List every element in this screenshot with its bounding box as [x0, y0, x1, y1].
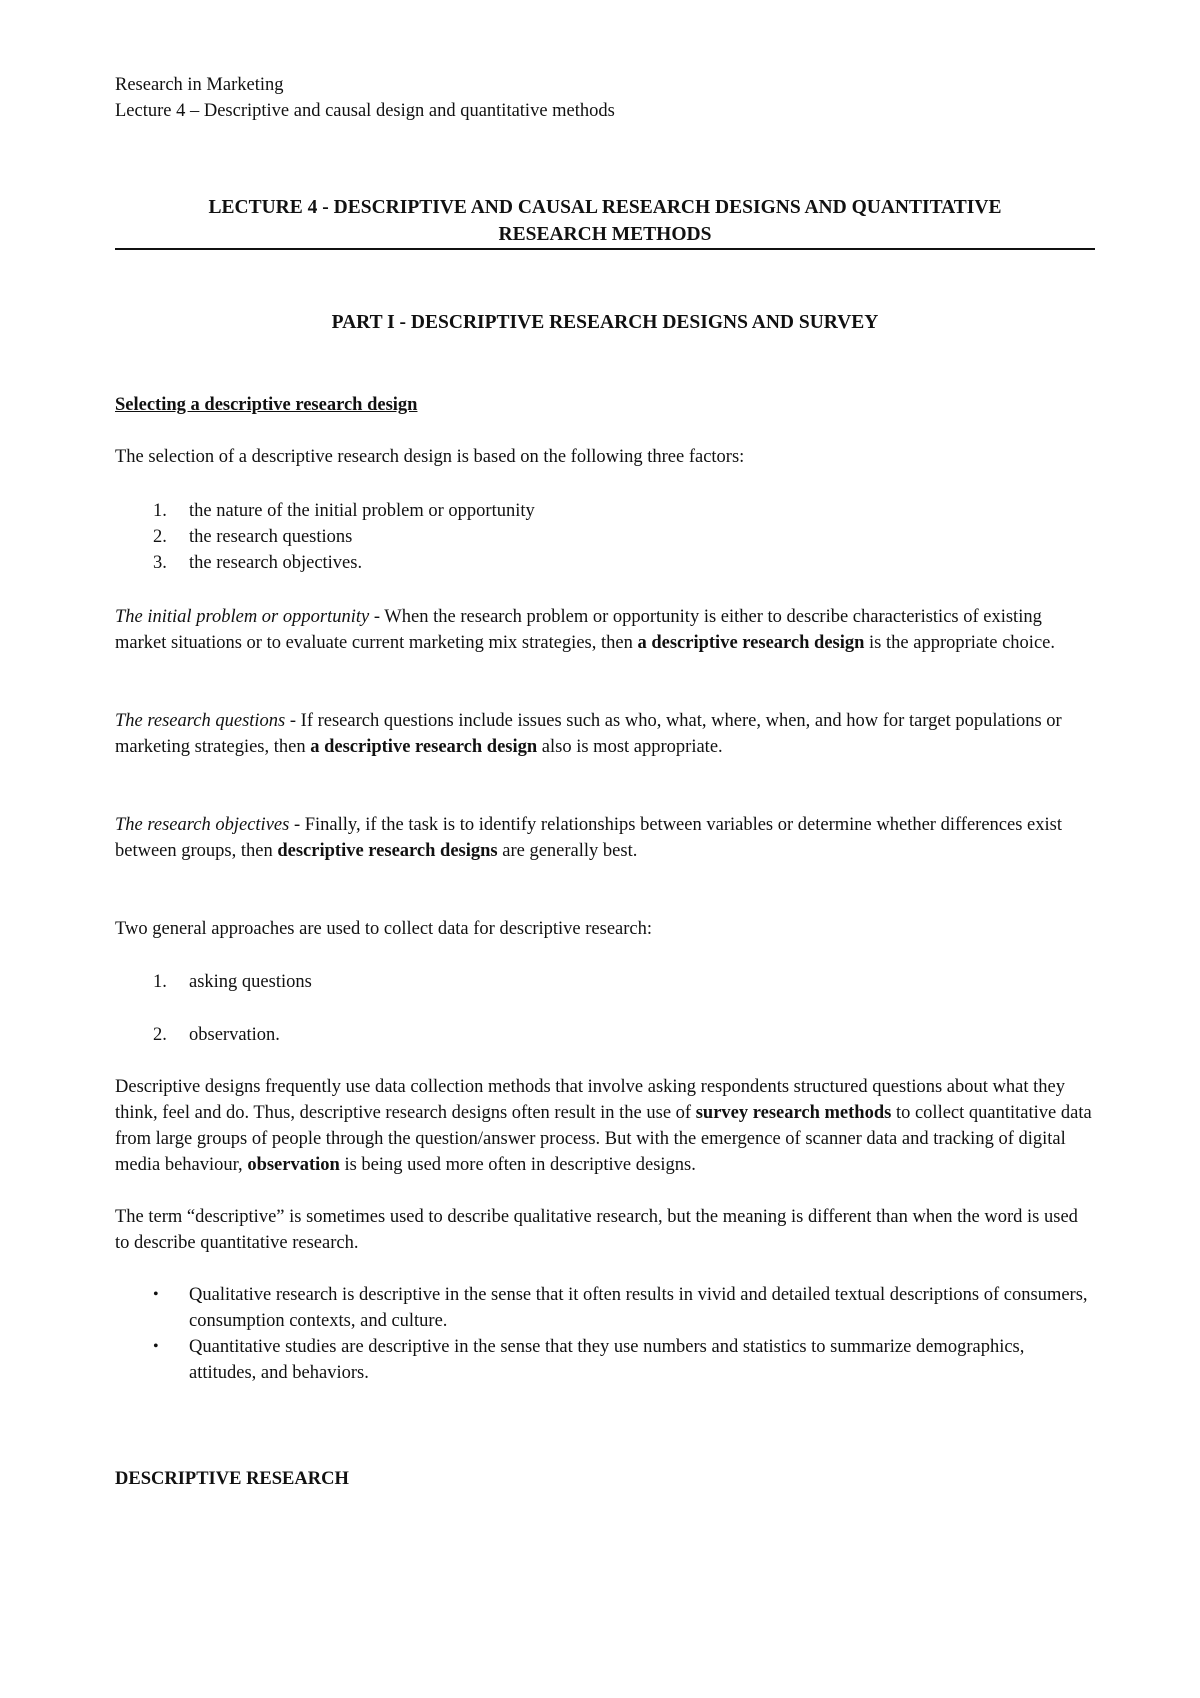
lecture-title-line-2: RESEARCH METHODS: [498, 224, 712, 245]
list-number: 1.: [153, 972, 167, 992]
approaches-intro-paragraph: Two general approaches are used to collect data for descriptive research:: [115, 919, 652, 939]
paragraph-text: - Finally, if the task is to identify relationships between variables or determine whether differences exist between groups, then: [115, 815, 1062, 861]
paragraph-emphasis: a descriptive research design: [310, 737, 538, 757]
research-objectives-paragraph: [115, 812, 1095, 864]
paragraph-text: to collect quantitative data from large groups of people through the question/answer process. But with the emergence of scanner data and tracking of digital media behaviour,: [115, 1103, 1092, 1175]
header-course: Research in Marketing: [115, 75, 284, 95]
descriptive-designs-paragraph: [115, 1074, 1095, 1178]
paragraph-text: is being used more often in descriptive designs.: [339, 1155, 696, 1175]
paragraph-text: - When the research problem or opportunity is either to describe characteristics of existing market situations or to evaluate current marketing mix strategies, then: [115, 607, 1042, 653]
paragraph-label: The research objectives: [115, 815, 290, 835]
lecture-title-line-1: LECTURE 4 - DESCRIPTIVE AND CAUSAL RESEARCH DESIGNS AND QUANTITATIVE: [208, 197, 1002, 218]
list-item: [115, 1334, 1095, 1386]
document-page: [115, 72, 1095, 1492]
paragraph-text: also is most appropriate.: [537, 737, 723, 757]
list-item-text: the nature of the initial problem or opportunity: [189, 501, 535, 521]
intro-paragraph: The selection of a descriptive research design is based on the following three factors:: [115, 447, 745, 467]
list-number: 2.: [153, 527, 167, 547]
bullet-icon: •: [153, 1338, 159, 1355]
list-item-text: asking questions: [189, 972, 312, 992]
paragraph-emphasis: descriptive research designs: [277, 841, 498, 861]
paragraph-emphasis: survey research methods: [695, 1103, 892, 1123]
descriptive-term-paragraph: The term “descriptive” is sometimes used to describe qualitative research, but the meaning is different than when the word is used to describe quantitative research.: [115, 1207, 1078, 1253]
list-item: [115, 1022, 1095, 1048]
paragraph-label: The research questions: [115, 711, 286, 731]
descriptive-research-heading: DESCRIPTIVE RESEARCH: [115, 1469, 349, 1489]
list-item: [115, 498, 1095, 524]
list-item-text: the research objectives.: [189, 553, 363, 573]
list-item: [115, 550, 1095, 576]
header-lecture: Lecture 4 – Descriptive and causal design and quantitative methods: [115, 101, 615, 121]
bullet-list: [115, 1282, 1095, 1386]
list-item-text: observation.: [189, 1025, 280, 1045]
factors-list: [115, 498, 1095, 576]
list-item: [115, 524, 1095, 550]
paragraph-label: The initial problem or opportunity: [115, 607, 370, 627]
list-number: 1.: [153, 501, 167, 521]
list-item-text: the research questions: [189, 527, 353, 547]
lecture-title: [115, 194, 1095, 250]
paragraph-text: Descriptive designs frequently use data collection methods that involve asking respondents structured questions about what they think, feel and do. Thus, descriptive research designs often result in the use of: [115, 1077, 1065, 1123]
list-item: [115, 1282, 1095, 1334]
list-item: [115, 969, 1095, 995]
list-number: 2.: [153, 1025, 167, 1045]
paragraph-emphasis: observation: [247, 1155, 340, 1175]
list-item-text: Qualitative research is descriptive in the sense that it often results in vivid and detailed textual descriptions of consumers, consumption contexts, and culture.: [189, 1285, 1088, 1331]
list-item-text: Quantitative studies are descriptive in the sense that they use numbers and statistics to summarize demographics, attitudes, and behaviors.: [189, 1337, 1025, 1383]
part-title: PART I - DESCRIPTIVE RESEARCH DESIGNS AND SURVEY: [331, 312, 879, 333]
approaches-list: [115, 969, 1095, 1048]
list-number: 3.: [153, 553, 167, 573]
paragraph-text: are generally best.: [497, 841, 638, 861]
paragraph-text: is the appropriate choice.: [864, 633, 1055, 653]
paragraph-emphasis: a descriptive research design: [637, 633, 865, 653]
section-heading: Selecting a descriptive research design: [115, 395, 418, 415]
initial-problem-paragraph: [115, 604, 1095, 656]
bullet-icon: •: [153, 1286, 159, 1303]
research-questions-paragraph: [115, 708, 1095, 760]
paragraph-text: - If research questions include issues such as who, what, where, when, and how for target populations or marketing strategies, then: [115, 711, 1062, 757]
